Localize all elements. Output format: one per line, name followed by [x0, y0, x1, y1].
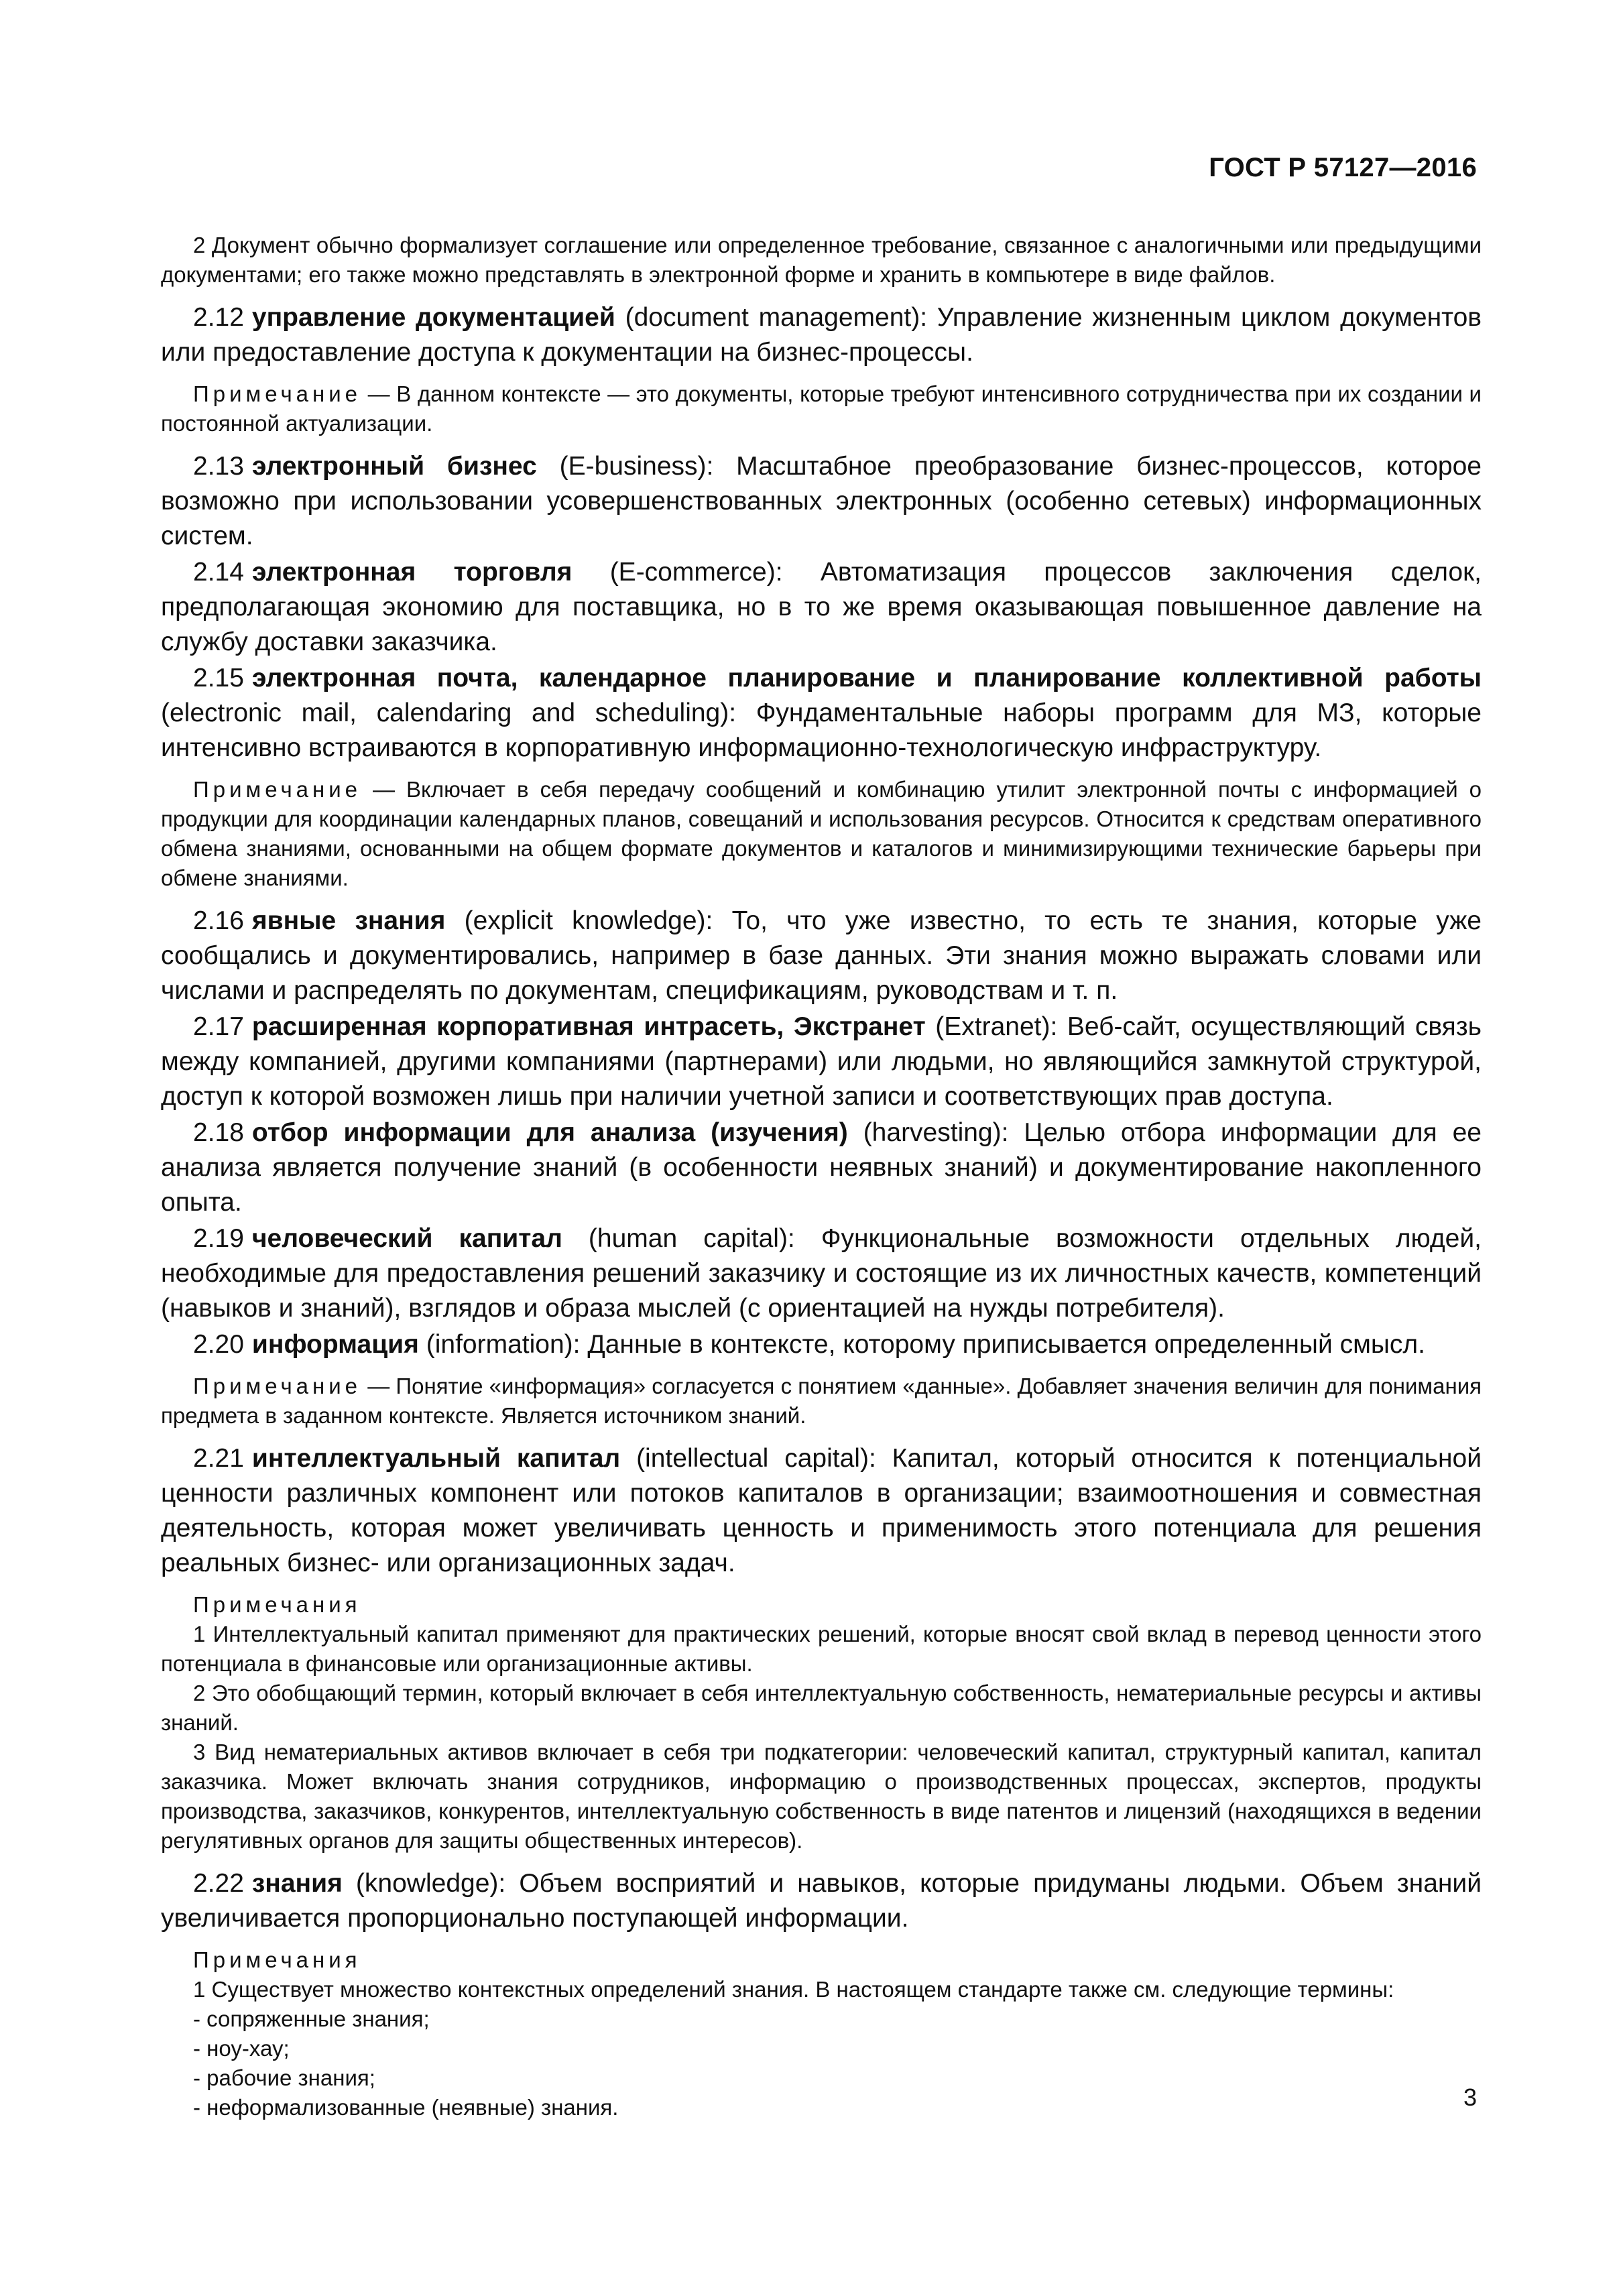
entry-definition: (electronic mail, calendaring and scheduling): Фундаментальные наборы программ для МЗ, которые интенсивно встраиваются в корпоративную информационно-технологическую инфраструктуру. — [161, 699, 1482, 762]
entry-term: явные знания — [251, 906, 446, 935]
entry-term: знания — [251, 1869, 343, 1898]
entry-definition: (human capital): Функциональные возможности отдельных людей, необходимые для предоставления решений заказчику и состоящие из их личностных качеств, компетенций (навыков и знаний), взглядов и образа мыслей (с ориентацией на нужды потребителя). — [161, 1224, 1482, 1323]
note-label: Примечание — [193, 1374, 362, 1398]
entry-number: 2.15 — [193, 664, 244, 692]
note-label: Примечание — [193, 381, 362, 406]
note-2-12 — [161, 379, 1482, 438]
entry-number: 2.20 — [193, 1330, 244, 1359]
entry-number: 2.13 — [193, 452, 244, 481]
entry-2-16 — [161, 904, 1482, 1008]
page-number: 3 — [1463, 2083, 1477, 2111]
entry-term: электронная почта, календарное планирование и планирование коллективной работы — [251, 664, 1482, 692]
entry-term: электронная торговля — [251, 558, 573, 587]
note-2-22-1: 1 Существует множество контекстных определений знания. В настоящем стандарте также см. следующие термины: — [193, 1977, 1394, 2002]
entry-definition: (intellectual capital): Капитал, который относится к потенциальной ценности различных компонент или потоков капиталов в организации; взаимоотношения и совместная деятельность, которая может увеличивать ценность и применимость этого потенциала для решения реальных бизнес- или организационных задач. — [161, 1444, 1482, 1577]
document-header: ГОСТ Р 57127—2016 — [1209, 153, 1477, 182]
note-text: — В данном контексте — это документы, которые требуют интенсивного сотрудничества при их создании и постоянной актуализации. — [161, 381, 1482, 436]
entry-definition: (knowledge): Объем восприятий и навыков, которые придуманы людьми. Объем знаний увеличивается пропорционально поступающей информации. — [161, 1869, 1482, 1933]
entry-number: 2.18 — [193, 1118, 244, 1147]
notes-label-2-22 — [161, 1945, 1482, 1975]
entry-number: 2.21 — [193, 1444, 244, 1473]
note-2-21-2: 2 Это обобщающий термин, который включает в себя интеллектуальную собственность, нематериальные ресурсы и активы знаний. — [161, 1681, 1482, 1735]
entry-definition: (E-commerce): Автоматизация процессов заключения сделок, предполагающая экономию для поставщика, но в то же время оказывающая повышенное давление на службу доставки заказчика. — [161, 558, 1482, 656]
entry-definition: (harvesting): Целью отбора информации для ее анализа является получение знаний (в особенности неявных знаний) и документирование накопленного опыта. — [161, 1118, 1482, 1217]
entry-definition: (explicit knowledge): То, что уже известно, то есть те знания, которые уже сообщались и документировались, например в базе данных. Эти знания можно выражать словами или числами и распределять по документам, спецификациям, руководствам и т. п. — [161, 906, 1482, 1005]
entry-number: 2.17 — [193, 1012, 244, 1041]
note-2-15 — [161, 775, 1482, 893]
entry-2-21 — [161, 1441, 1482, 1581]
note-2-20 — [161, 1372, 1482, 1431]
entry-term: информация — [251, 1330, 419, 1359]
entry-definition: (information): Данные в контексте, которому приписывается определенный смысл. — [418, 1330, 1426, 1359]
entry-2-19 — [161, 1221, 1482, 1326]
note-text: — Включает в себя передачу сообщений и комбинацию утилит электронной почты с информацией о продукции для координации календарных планов, совещаний и использования ресурсов. Относится к средствам оперативного обмена знаниями, основанными на общем формате документов и каталогов и минимизирующими технические барьеры при обмене знаниями. — [161, 777, 1482, 890]
entry-number: 2.22 — [193, 1869, 244, 1898]
entry-number: 2.12 — [193, 303, 244, 332]
entry-2-18 — [161, 1115, 1482, 1220]
entry-definition: (document management): Управление жизненным циклом документов или предоставление доступа к документации на бизнес-процессы. — [161, 303, 1482, 367]
terms-list — [161, 2004, 1482, 2122]
document-body — [161, 221, 1482, 2122]
list-item: - ноу-хау; — [193, 2036, 290, 2061]
note-2-21-1: 1 Интеллектуальный капитал применяют для практических решений, которые вносят свой вклад в перевод ценности этого потенциала в финансовые или организационные активы. — [161, 1622, 1482, 1676]
list-item: - рабочие знания; — [193, 2065, 375, 2090]
list-item: - неформализованные (неявные) знания. — [193, 2095, 619, 2120]
entry-number: 2.19 — [193, 1224, 244, 1253]
entry-term: электронный бизнес — [251, 452, 537, 481]
notes-label-2-21 — [161, 1590, 1482, 1620]
note-label: Примечание — [193, 777, 362, 802]
entry-2-12 — [161, 300, 1482, 370]
entry-2-22 — [161, 1866, 1482, 1936]
notes-label: Примечания — [193, 1592, 361, 1617]
entry-2-14 — [161, 555, 1482, 660]
note-text: — Понятие «информация» согласуется с понятием «данные». Добавляет значения величин для понимания предмета в заданном контексте. Является источником знаний. — [161, 1374, 1482, 1428]
entry-term: отбор информации для анализа (изучения) — [251, 1118, 848, 1147]
entry-term: интеллектуальный капитал — [251, 1444, 621, 1473]
entry-definition: (E-business): Масштабное преобразование бизнес-процессов, которое возможно при использовании усовершенствованных электронных (особенно сетевых) информационных систем. — [161, 452, 1482, 550]
note-2-21-3: 3 Вид нематериальных активов включает в себя три подкатегории: человеческий капитал, структурный капитал, капитал заказчика. Может включать знания сотрудников, информацию о производственных процессах, экспертов, продукты производства, заказчиков, конкурентов, интеллектуальную собственность в виде патентов и лицензий (находящихся в ведении регулятивных органов для защиты общественных интересов). — [161, 1740, 1482, 1853]
list-item: - сопряженные знания; — [193, 2006, 430, 2031]
entry-2-13 — [161, 449, 1482, 554]
entry-term: расширенная корпоративная интрасеть, Экстранет — [251, 1012, 926, 1041]
entry-2-15 — [161, 661, 1482, 766]
entry-number: 2.14 — [193, 558, 244, 587]
entry-2-17 — [161, 1010, 1482, 1114]
note-document-2: 2 Документ обычно формализует соглашение или определенное требование, связанное с аналогичными или предыдущими документами; его также можно представлять в электронной форме и хранить в компьютере в виде файлов. — [161, 233, 1482, 287]
entry-definition: (Extranet): Веб-сайт, осуществляющий связь между компанией, другими компаниями (партнерами) или людьми, но являющийся замкнутой структурой, доступ к которой возможен лишь при наличии учетной записи и соответствующих прав доступа. — [161, 1012, 1482, 1111]
entry-2-20 — [161, 1327, 1482, 1362]
entry-term: человеческий капитал — [251, 1224, 562, 1253]
notes-label: Примечания — [193, 1947, 361, 1972]
entry-number: 2.16 — [193, 906, 244, 935]
entry-term: управление документацией — [251, 303, 615, 332]
